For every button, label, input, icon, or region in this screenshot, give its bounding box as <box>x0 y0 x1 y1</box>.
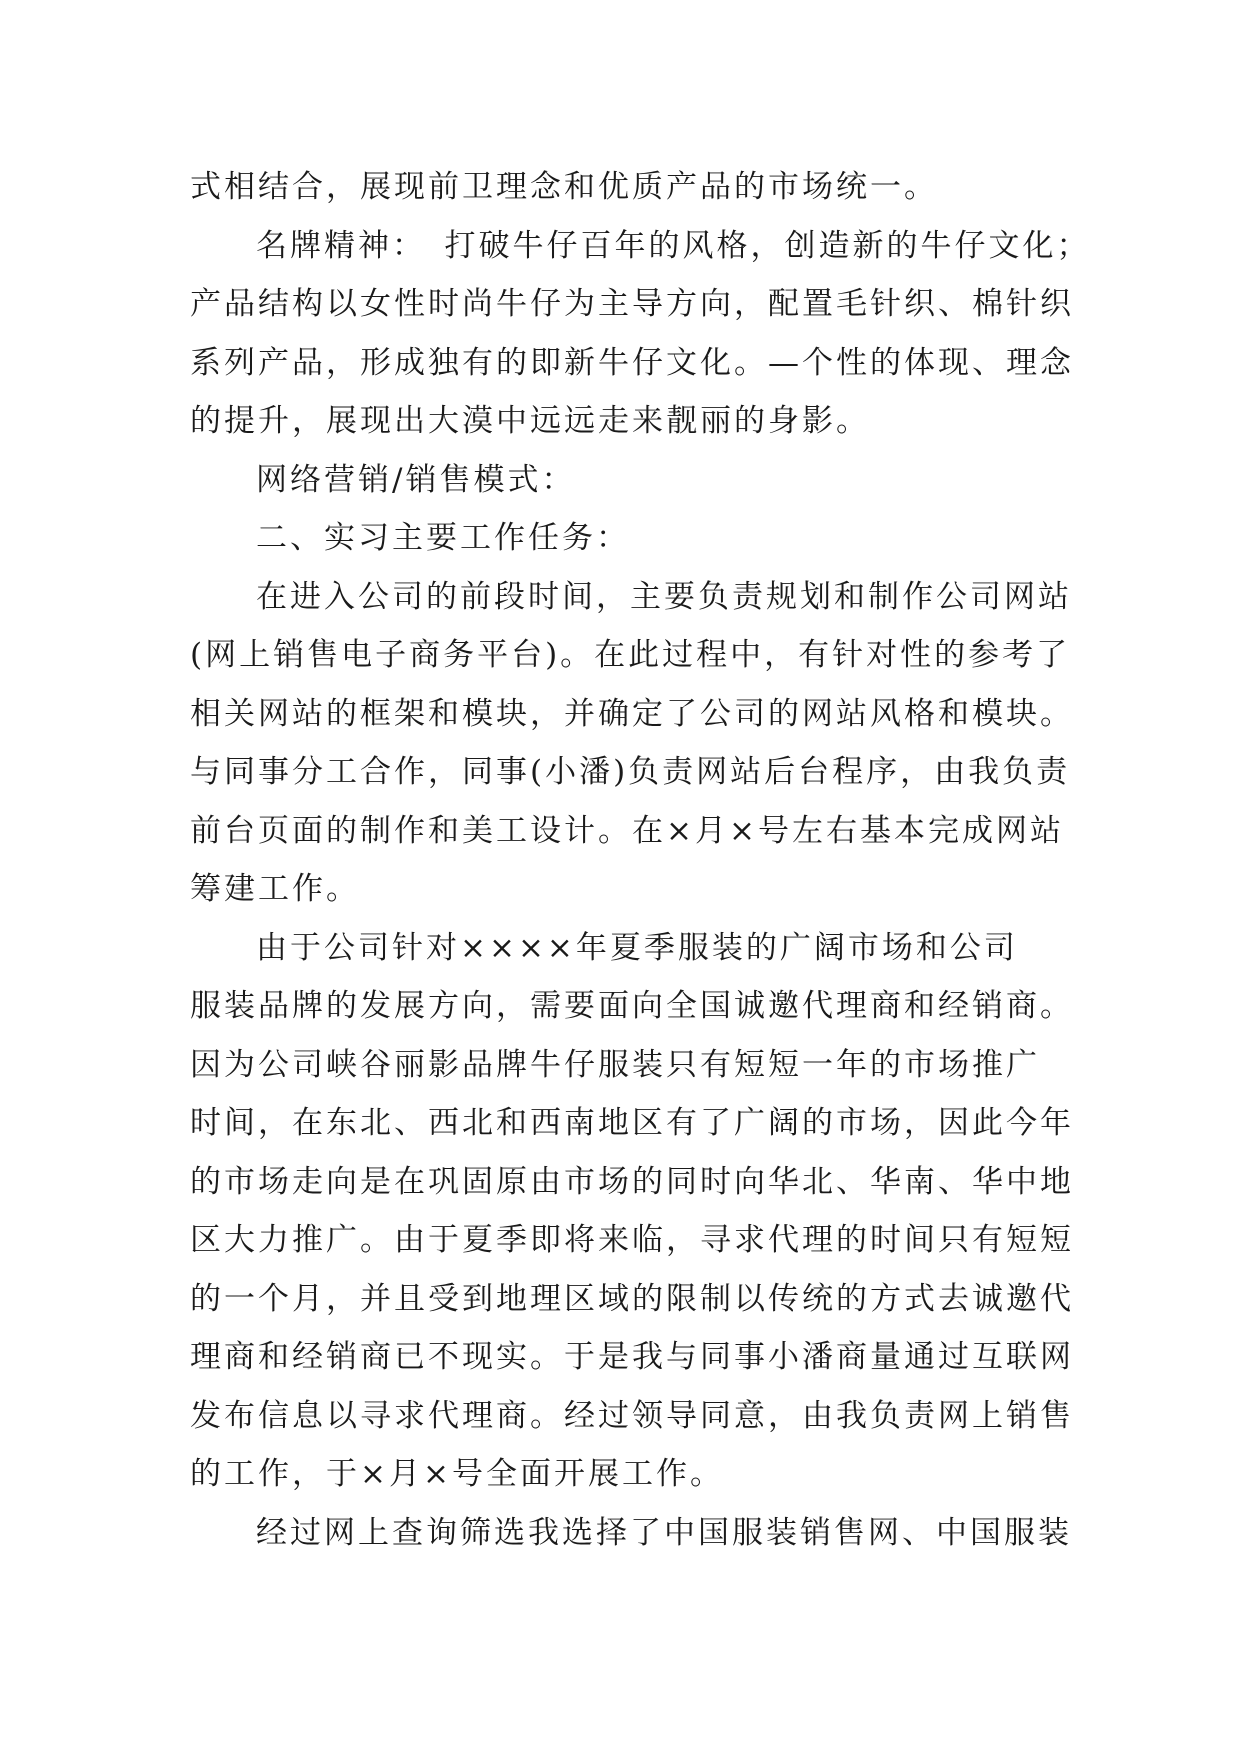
section-label: 网络营销/销售模式： <box>256 461 576 498</box>
text-line: 的市场走向是在巩固原由市场的同时向华北、华南、华中地 <box>190 1163 1074 1200</box>
text-line: 式相结合，展现前卫理念和优质产品的市场统一。 <box>190 169 938 205</box>
text-line: 理商和经销商已不现实。于是我与同事小潘商量通过互联网 <box>190 1339 1074 1375</box>
text-line: 名牌精神： 打破牛仔百年的风格，创造新的牛仔文化； <box>256 227 1091 264</box>
text-line: 筹建工作。 <box>190 871 360 907</box>
text-line: 区大力推广。由于夏季即将来临，寻求代理的时间只有短短 <box>190 1222 1074 1258</box>
text-line: 与同事分工合作，同事(小潘)负责网站后台程序，由我负责 <box>190 754 1071 790</box>
text-line: 由于公司针对××××年夏季服装的广阔市场和公司 <box>256 929 1018 966</box>
text-line: (网上销售电子商务平台)。在此过程中，有针对性的参考了 <box>190 637 1071 673</box>
section-heading: 二、实习主要工作任务： <box>256 520 630 556</box>
text-line: 的一个月，并且受到地理区域的限制以传统的方式去诚邀代 <box>190 1280 1074 1317</box>
text-line: 前台页面的制作和美工设计。在×月×号左右基本完成网站 <box>190 812 1064 849</box>
text-line: 时间，在东北、西北和西南地区有了广阔的市场，因此今年 <box>190 1105 1074 1141</box>
text-line: 在进入公司的前段时间，主要负责规划和制作公司网站 <box>256 578 1072 615</box>
text-line: 的工作，于×月×号全面开展工作。 <box>190 1456 724 1492</box>
text-line: 服装品牌的发展方向，需要面向全国诚邀代理商和经销商。 <box>190 988 1074 1024</box>
text-line: 因为公司峡谷丽影品牌牛仔服装只有短短一年的市场推广 <box>190 1046 1040 1083</box>
text-line: 的提升，展现出大漠中远远走来靓丽的身影。 <box>190 403 870 439</box>
document-body <box>190 158 1091 1562</box>
text-line: 相关网站的框架和模块，并确定了公司的网站风格和模块。 <box>190 695 1074 732</box>
text-line: 经过网上查询筛选我选择了中国服装销售网、中国服装 <box>256 1514 1072 1551</box>
text-line: 发布信息以寻求代理商。经过领导同意，由我负责网上销售 <box>190 1397 1074 1434</box>
text-line: 产品结构以女性时尚牛仔为主导方向，配置毛针织、棉针织 <box>190 286 1074 322</box>
text-line: 系列产品，形成独有的即新牛仔文化。—个性的体现、理念 <box>190 344 1074 381</box>
